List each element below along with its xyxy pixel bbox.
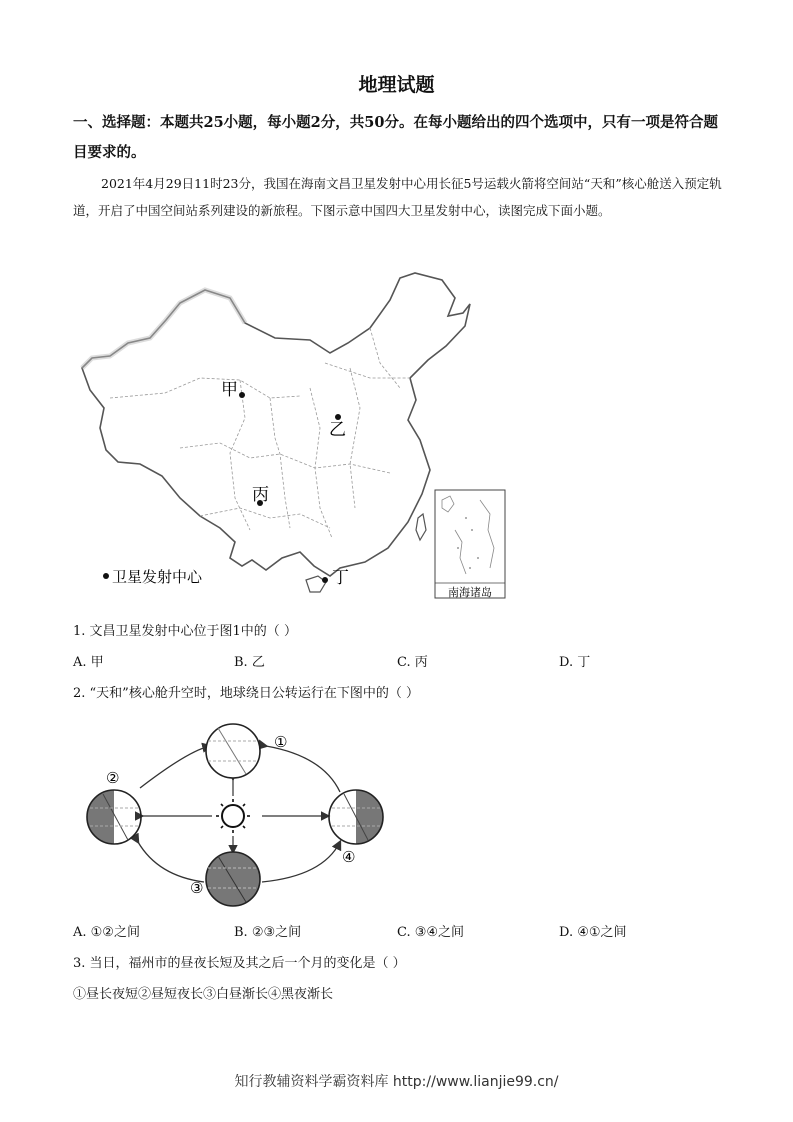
orbit-label-2: ②	[106, 769, 120, 787]
q1-option-c: C. 丙	[397, 655, 428, 670]
page-footer: 知行教辅资料学霸资料库 http://www.lianjie99.cn/	[234, 1074, 559, 1090]
q1-option-b: B. 乙	[234, 655, 265, 670]
taiwan-island	[416, 514, 426, 540]
sun-icon	[216, 799, 250, 833]
site-jia-label: 甲	[221, 380, 238, 400]
page-title: 地理试题	[358, 74, 435, 96]
china-outline	[82, 273, 470, 576]
site-bing-label: 丙	[252, 485, 269, 505]
q2-option-d: D. ④①之间	[559, 925, 627, 940]
site-yi-label: 乙	[329, 420, 346, 440]
question-3-choices: ①昼长夜短②昼短夜长③白昼渐长④黑夜渐长	[73, 987, 334, 1002]
q2-option-c: C. ③④之间	[397, 925, 465, 940]
section-heading: 一、选择题：本题共25小题，每小题2分，共50分。在每小题给出的四个选项中，只有一项是符合题目要求的。	[73, 114, 718, 161]
question-1-stem: 1. 文昌卫星发射中心位于图1中的（ ）	[73, 624, 297, 639]
question-3-stem: 3. 当日，福州市的昼夜长短及其之后一个月的变化是（ ）	[73, 956, 406, 971]
question-2-stem: 2. “天和”核心舱升空时，地球绕日公转运行在下图中的（ ）	[73, 686, 419, 701]
q2-option-b: B. ②③之间	[234, 925, 302, 940]
orbit-label-1: ①	[274, 733, 288, 751]
earth-position-4	[329, 790, 383, 844]
inset-label: 南海诸岛	[448, 586, 492, 599]
earth-position-1	[206, 724, 260, 778]
intro-paragraph: 2021年4月29日11时23分，我国在海南文昌卫星发射中心用长征5号运载火箭将空间站“天和”核心舱送入预定轨道，开启了中国空间站系列建设的新旅程。下图示意中国四大卫星发射中心，读图完成下面小题。	[73, 176, 722, 218]
map-legend: 卫星发射中心	[112, 568, 203, 586]
earth-position-2	[87, 790, 141, 844]
earth-orbit-diagram	[78, 716, 398, 908]
q1-option-a: A. 甲	[73, 655, 104, 670]
orbit-label-4: ④	[342, 848, 356, 866]
q1-option-d: D. 丁	[559, 655, 591, 670]
orbit-label-3: ③	[190, 879, 204, 897]
q2-option-a: A. ①②之间	[73, 925, 140, 940]
site-ding-label: 丁	[332, 568, 349, 588]
earth-position-3	[206, 852, 260, 906]
china-launch-sites-map	[70, 268, 510, 604]
